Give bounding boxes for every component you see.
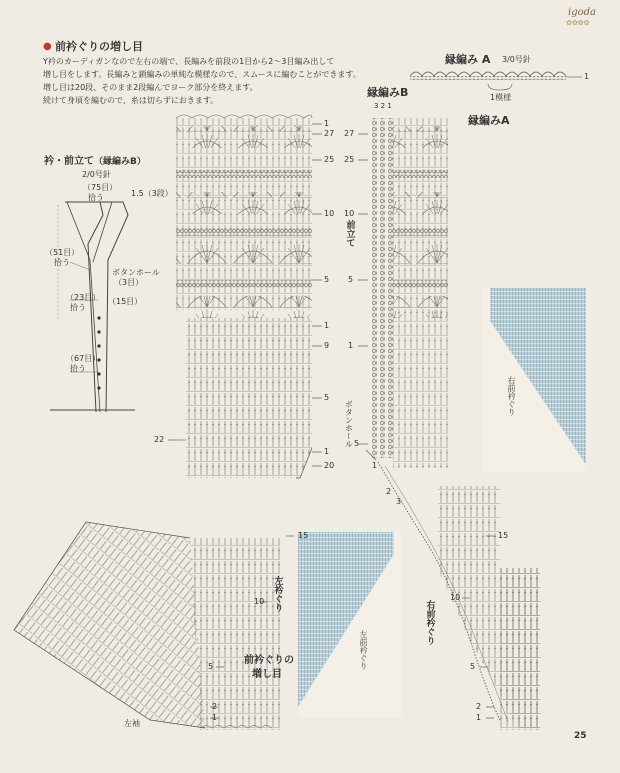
buttonhole-vertical-label: ボタンホール <box>344 400 354 448</box>
mark-1: 1 <box>372 461 378 470</box>
photo-right-neckline <box>482 288 586 472</box>
heading-line-4: 続けて身頃を編むので、糸は切らずにおきます。 <box>43 96 219 105</box>
row-left-1b: 1 <box>324 321 330 330</box>
pick-51-b: 拾う <box>54 258 70 267</box>
edge-b-rows: 3 2 1 <box>374 102 392 110</box>
row-left-25: 25 <box>324 155 335 164</box>
pick-75: （75目） <box>83 183 118 192</box>
pick-67: （67目） <box>66 354 101 363</box>
collar-sub: （縁編みB） <box>94 157 146 167</box>
collar-title: 衿・前立て <box>44 156 94 167</box>
rows-3: 1.5（3段） <box>131 189 173 198</box>
edge-a-title: 縁編み A <box>445 53 491 66</box>
right-neck-label: 右前衿ぐり <box>424 600 435 645</box>
row-right-27: 27 <box>344 129 355 138</box>
heading-line-2: 増し目をします。長編みと鎖編みの単純な模様なので、スムースに編むことができます。 <box>43 70 361 79</box>
heading-bullet-icon: ● <box>43 41 52 52</box>
photo-left-neckline <box>298 532 402 718</box>
row-right-5b: 5 <box>354 439 360 448</box>
edge-a-row: 1 <box>584 72 590 81</box>
row-right-10: 10 <box>344 209 355 218</box>
row-left-22: 22 <box>154 435 165 444</box>
page-number: 25 <box>574 731 587 741</box>
pick-51: （51目） <box>45 248 80 257</box>
row-left-20: 20 <box>324 461 335 470</box>
lower-left-5: 5 <box>208 662 214 671</box>
pick-75-b: 拾う <box>88 193 104 202</box>
lower-right-1: 1 <box>476 713 482 722</box>
edge-a-label: 縁編みA <box>468 114 510 127</box>
left-sleeve-label: 左袖 <box>124 719 140 728</box>
pick-67-b: 拾う <box>70 364 86 373</box>
row-right-25: 25 <box>344 155 355 164</box>
pick-15: （15目） <box>108 297 143 306</box>
lower-right-5: 5 <box>470 662 476 671</box>
row-left-9: 9 <box>324 341 330 350</box>
row-left-1c: 1 <box>324 447 330 456</box>
increase-label-2: 増し目 <box>252 669 282 680</box>
pick-23: （23目） <box>66 293 101 302</box>
heading-line-1: Y衿のカーディガンなので左右の端で、長編みを前段の1目から2～3目編み出して <box>43 57 335 66</box>
row-left-5: 5 <box>324 275 330 284</box>
lower-right-2: 2 <box>476 702 482 711</box>
edge-a-repeat: 1模様 <box>490 93 512 102</box>
heading-title: 前衿ぐりの増し目 <box>55 40 143 53</box>
heading-line-3: 増し目は20段、そのまま2段編んでヨーク部分を終えます。 <box>43 83 258 92</box>
row-left-5b: 5 <box>324 393 330 402</box>
lower-left-15: 15 <box>298 531 309 540</box>
row-right-5: 5 <box>348 275 354 284</box>
row-right-1: 1 <box>348 341 354 350</box>
lower-right-10: 10 <box>450 593 461 602</box>
photo-right-label: 右前衿ぐり <box>507 376 516 416</box>
increase-label-1: 前衿ぐりの <box>244 655 294 666</box>
edge-a-needle: 3/0号針 <box>502 55 531 64</box>
row-left-1a: 1 <box>324 119 330 128</box>
lower-right-15: 15 <box>498 531 509 540</box>
collar-needle: 2/0号針 <box>82 170 111 179</box>
mark-3: 3 <box>396 497 402 506</box>
row-left-10: 10 <box>324 209 335 218</box>
buttonhole-label: ボタンホール <box>112 268 160 277</box>
buttonhole-count: （3目） <box>114 278 144 287</box>
lower-left-1: 1 <box>212 713 218 722</box>
lower-left-2: 2 <box>212 702 218 711</box>
pick-23-b: 拾う <box>70 303 86 312</box>
photo-left-label: 左前衿ぐり <box>359 630 368 670</box>
edge-b-title: 縁編みB <box>367 86 409 99</box>
lower-left-10: 10 <box>254 597 265 606</box>
row-left-27: 27 <box>324 129 335 138</box>
brand-ornament-icon: ✿✿✿✿ <box>566 19 590 27</box>
brand-logo: igoda <box>568 7 596 18</box>
front-band-label: 前立て <box>344 220 355 247</box>
left-neck-label: 左衿ぐり <box>272 576 283 612</box>
mark-2: 2 <box>386 487 392 496</box>
